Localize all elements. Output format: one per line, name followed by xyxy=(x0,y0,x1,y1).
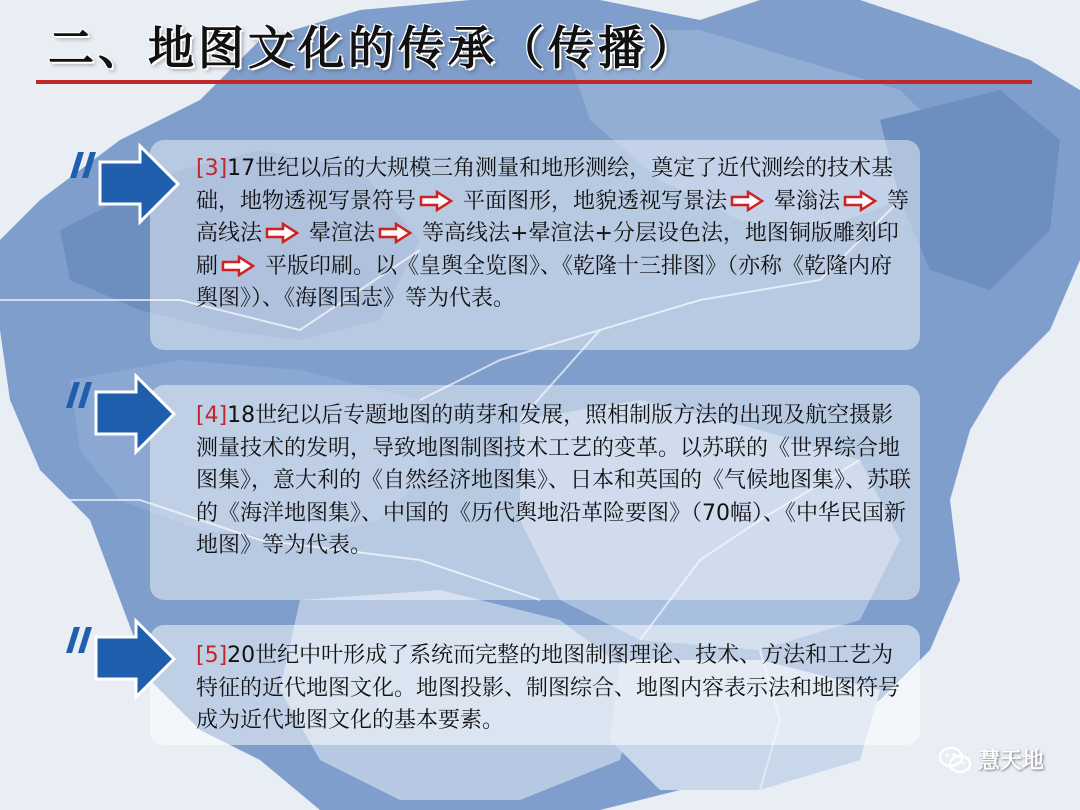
paragraph-text: 晕渲法 xyxy=(302,221,376,246)
right-arrow-icon xyxy=(419,190,453,212)
bullet-arrow-icon xyxy=(70,140,180,230)
title-underline xyxy=(36,80,1032,84)
right-arrow-icon xyxy=(221,255,255,277)
bullet-arrow-icon xyxy=(66,370,176,460)
paragraph-text: 20世纪中叶形成了系统而完整的地图制图理论、技术、方法和工艺为特征的近代地图文化。地图投影、制图综合、地图内容表示法和地图符号成为近代地图文化的基本要素。 xyxy=(196,643,901,733)
paragraph-4 xyxy=(196,400,911,563)
paragraph-5 xyxy=(196,640,911,738)
right-arrow-icon xyxy=(843,190,877,212)
footer-label: 慧天地 xyxy=(977,749,1044,774)
page-title: 二、地图文化的传承（传播） xyxy=(48,21,698,75)
paragraph-text: 平版印刷。以《皇舆全览图》、《乾隆十三排图》（亦称《乾隆内府舆图》）、《海图国志》等为代表。 xyxy=(196,253,893,311)
paragraph-text: 17世纪以后的大规模三角测量和地形测绘，奠定了近代测绘的技术基础，地物透视写景符号 xyxy=(196,156,894,214)
wechat-icon xyxy=(938,745,972,775)
paragraph-text: 等高线法+晕渲法+分层设色法，地图铜版雕刻印刷 xyxy=(196,221,899,279)
bullet-arrow-icon xyxy=(66,615,176,705)
right-arrow-icon xyxy=(378,222,412,244)
paragraph-index: [3] xyxy=(196,156,228,181)
paragraph-text: 等高线法 xyxy=(196,188,910,246)
paragraph-index: [5] xyxy=(196,643,228,668)
paragraph-index: [4] xyxy=(196,403,228,428)
footer-watermark xyxy=(938,744,1044,775)
right-arrow-icon xyxy=(730,190,764,212)
paragraph-text: 晕滃法 xyxy=(767,188,841,214)
paragraph-text: 18世纪以后专题地图的萌芽和发展，照相制版方法的出现及航空摄影测量技术的发明，导致地图制图技术工艺的变革。以苏联的《世界综合地图集》，意大利的《自然经济地图集》、日本和英国的《气候地图集》、苏联的《海洋地图集》、中国的《历代舆地沿革险要图》（70幅）、《中华民国新地图》等为代表。 xyxy=(196,403,912,558)
paragraph-text: 平面图形，地貌透视写景法 xyxy=(456,188,728,214)
right-arrow-icon xyxy=(265,222,299,244)
paragraph-3 xyxy=(196,153,911,316)
